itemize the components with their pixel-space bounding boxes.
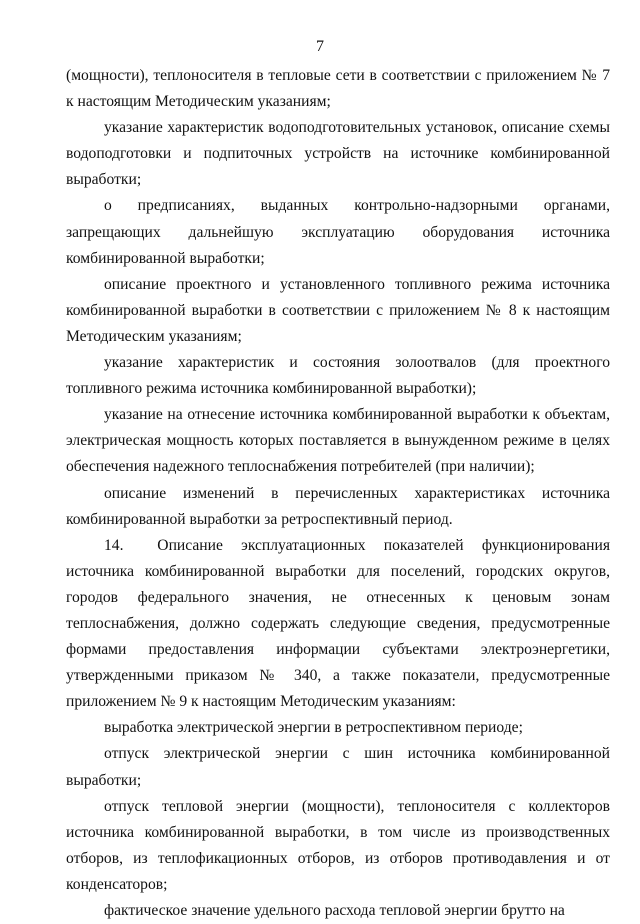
document-body xyxy=(66,63,610,924)
paragraph: описание проектного и установленного топливного режима источника комбинированной выработки в соответствии с приложением № 8 к настоящим Методическим указаниям; xyxy=(66,275,610,345)
paragraph: описание изменений в перечисленных характеристиках источника комбинированной выработки за ретроспективный период. xyxy=(66,484,610,528)
paragraph: (мощности), теплоносителя в тепловые сети в соответствии с приложением № 7 к настоящим Методическим указаниям; xyxy=(66,67,610,111)
paragraph: о предписаниях, выданных контрольно-надзорными органами, запрещающих дальнейшую эксплуатацию оборудования источника комбинированной выработки; xyxy=(66,197,610,267)
paragraph: 14. Описание эксплуатационных показателей функционирования источника комбинированной выработки для поселений, городских округов, городов федерального значения, не отнесенных к ценовым зонам теплоснабжения, должно содержать следующие сведения, предусмотренные формами предоставления информации субъектами электроэнергетики, утвержденными приказом № 340, а также показатели, предусмотренные приложением № 9 к настоящим Методическим указаниям: xyxy=(66,536,610,711)
paragraph: указание на отнесение источника комбинированной выработки к объектам, электрическая мощность которых поставляется в вынужденном режиме в целях обеспечения надежного теплоснабжения потребителей (при наличии); xyxy=(66,406,610,476)
page-number: 7 xyxy=(316,38,324,55)
paragraph: указание характеристик водоподготовительных установок, описание схемы водоподготовки и подпиточных устройств на источнике комбинированной выработки; xyxy=(66,119,610,189)
paragraph: указание характеристик и состояния золоотвалов (для проектного топливного режима источника комбинированной выработки); xyxy=(66,354,610,398)
paragraph: отпуск тепловой энергии (мощности), теплоносителя с коллекторов источника комбинированной выработки, в том числе из производственных отборов, из теплофикационных отборов, из отборов противодавления и от конденсаторов; xyxy=(66,797,610,893)
paragraph: фактическое значение удельного расхода тепловой энергии брутто на xyxy=(104,902,565,919)
paragraph: отпуск электрической энергии с шин источника комбинированной выработки; xyxy=(66,745,610,789)
paragraph: выработка электрической энергии в ретроспективном периоде; xyxy=(104,719,523,737)
